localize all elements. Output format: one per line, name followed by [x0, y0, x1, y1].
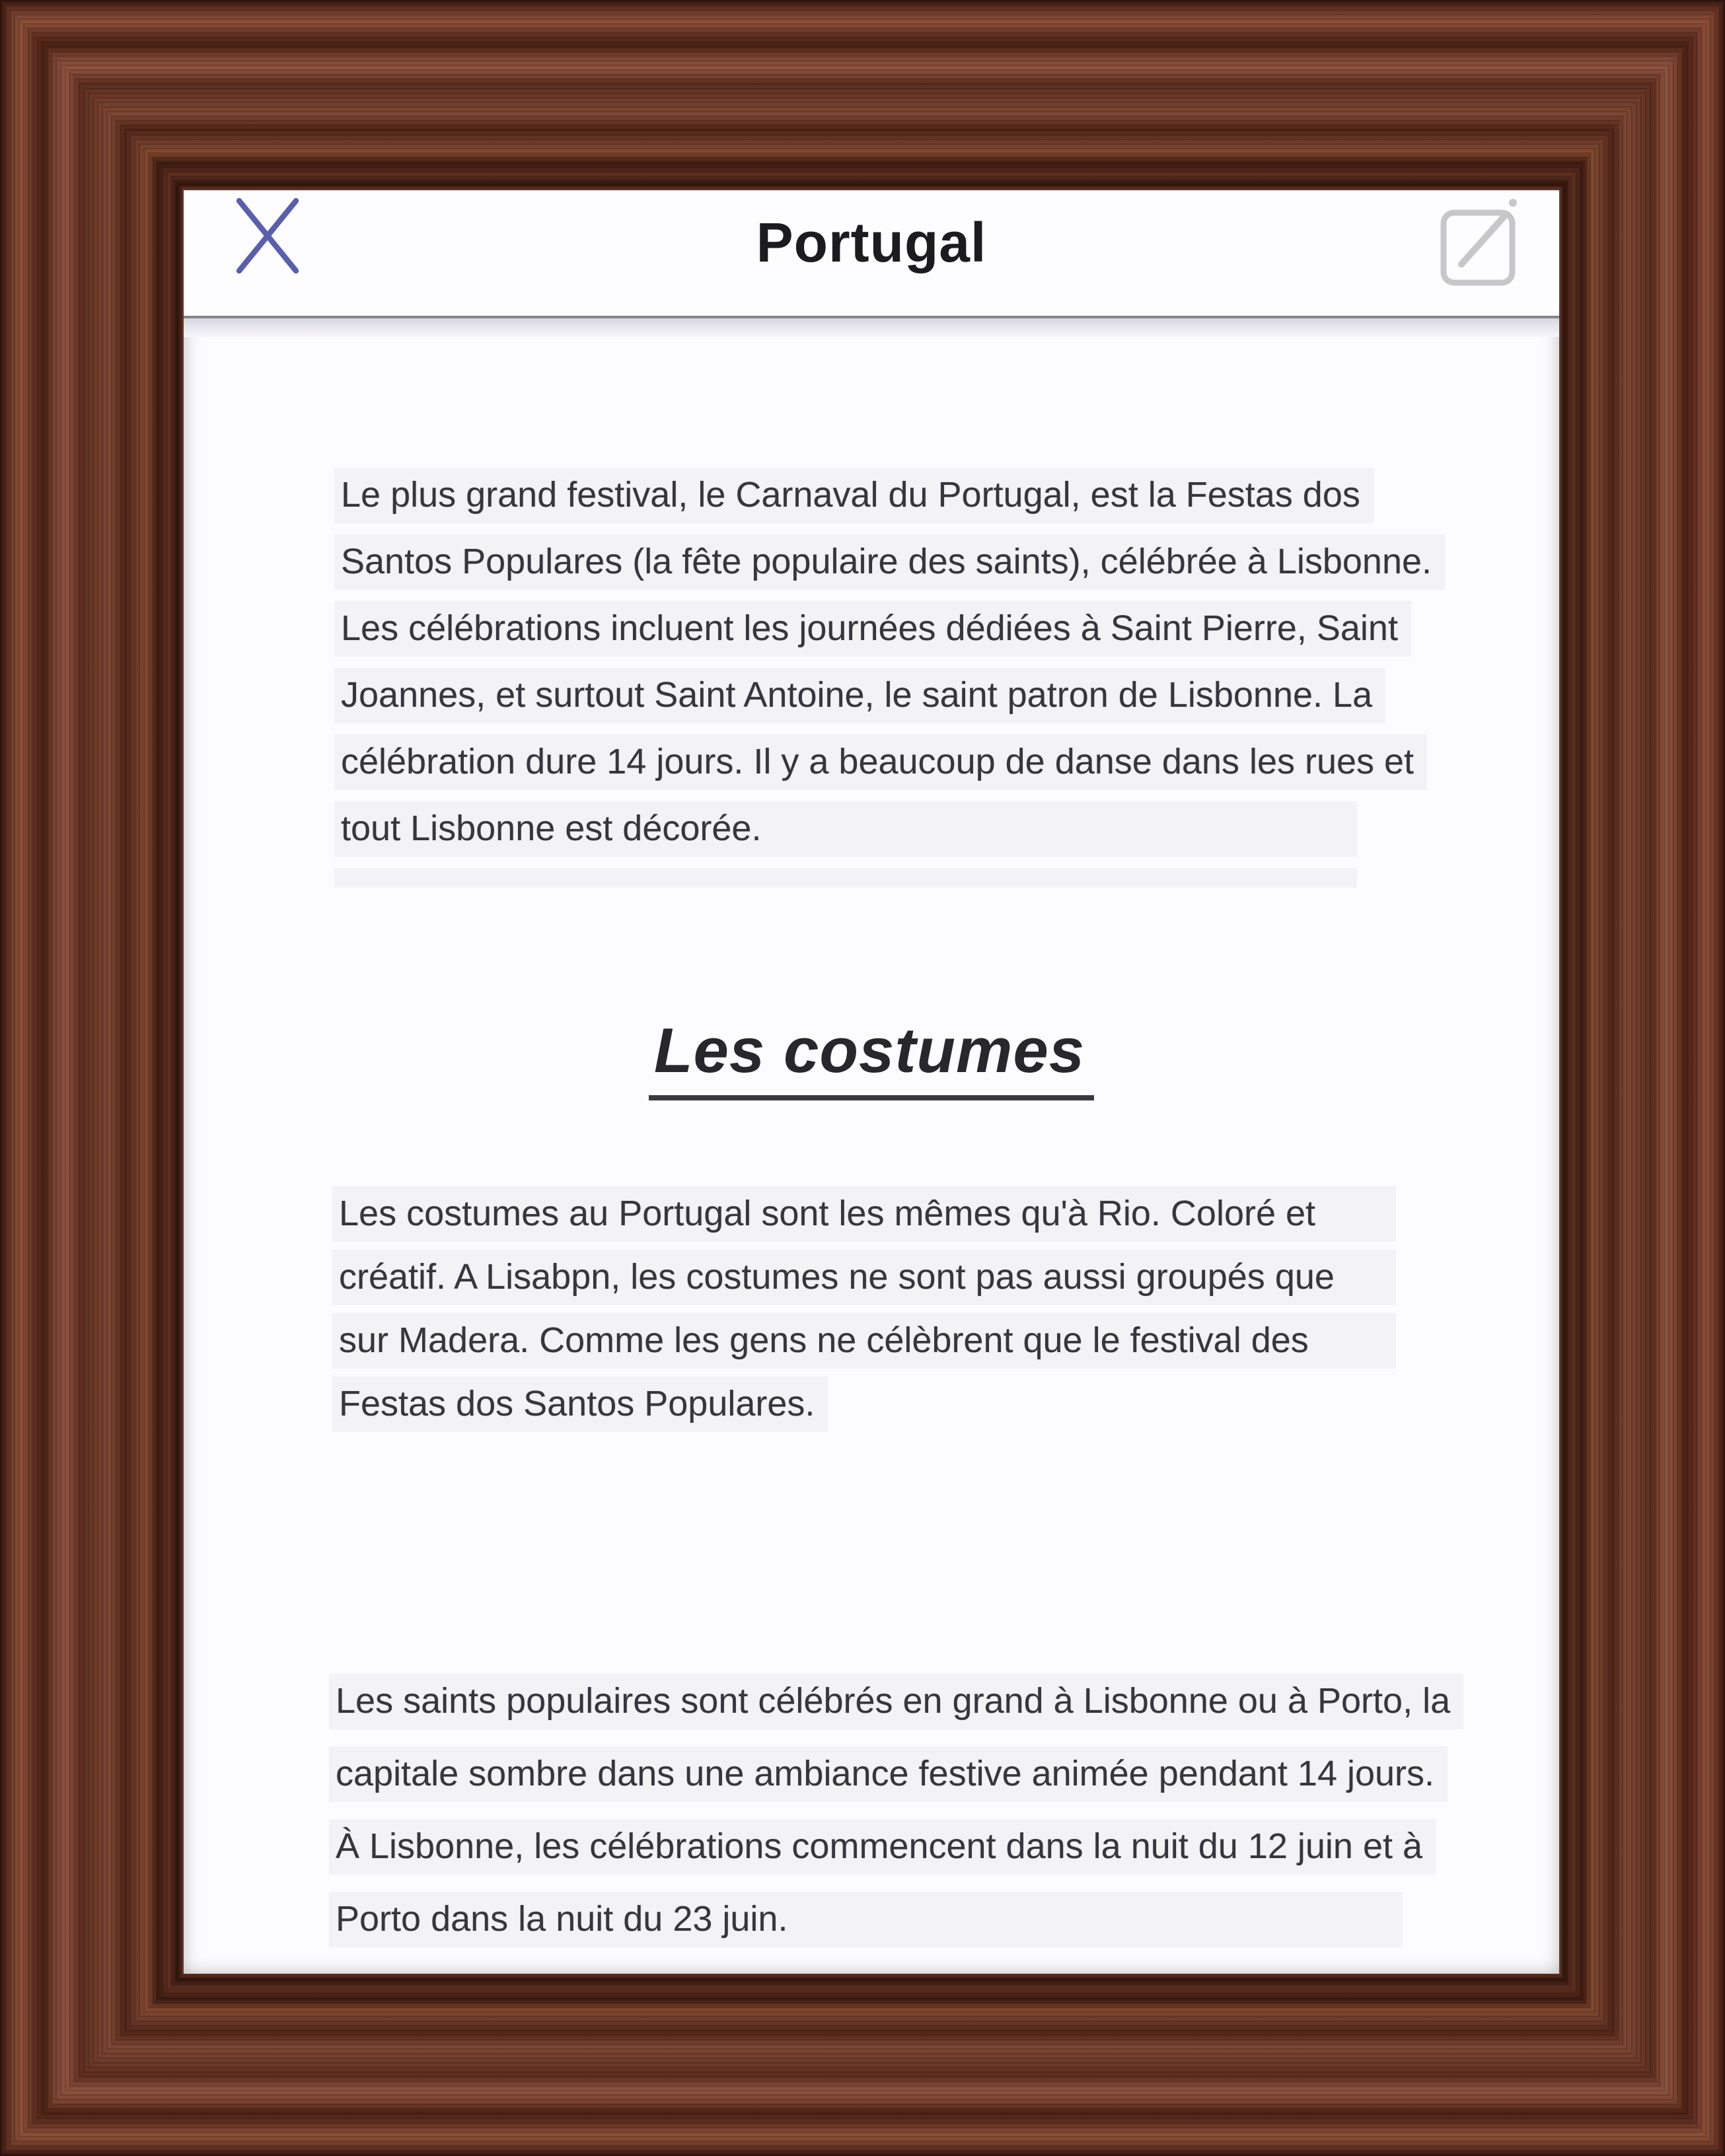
note-page [184, 190, 1559, 1974]
frame-left-molding [0, 0, 184, 2156]
text-line [332, 1313, 1396, 1377]
text-line [329, 1892, 1403, 1964]
text-line [332, 1377, 1396, 1440]
text-line-highlight: À Lisbonne, les célébrations commencent dans la nuit du 12 juin et à [329, 1819, 1436, 1875]
text-line [334, 735, 1414, 801]
text-line-highlight: Joannes, et surtout Saint Antoine, le saint patron de Lisbonne. La [334, 668, 1385, 723]
text-line-highlight: capitale sombre dans une ambiance festive animée pendant 14 jours. [329, 1746, 1448, 1802]
text-line [334, 601, 1398, 668]
text-line-highlight: Le plus grand festival, le Carnaval du Portugal, est la Festas dos [334, 468, 1374, 523]
frame-top-molding [0, 0, 1725, 190]
paragraph-saints [329, 1674, 1451, 1964]
text-line-highlight: Les costumes au Portugal sont les mêmes qu'à Rio. Coloré et [332, 1186, 1396, 1242]
toolbar-divider-shadow [184, 318, 1559, 337]
text-line-highlight: tout Lisbonne est décorée. [334, 801, 1357, 857]
text-line [334, 668, 1373, 735]
frame-right-molding [1559, 0, 1725, 2156]
text-line-highlight: Festas dos Santos Populares. [332, 1377, 828, 1432]
text-line [329, 1746, 1435, 1819]
text-line-highlight: Les saints populaires sont célébrés en grand à Lisbonne ou à Porto, la [329, 1674, 1463, 1729]
text-line-highlight: Porto dans la nuit du 23 juin. [329, 1892, 1403, 1947]
text-line-highlight: créatif. A Lisabpn, les costumes ne sont pas aussi groupés que [332, 1250, 1396, 1305]
section-heading-text: Les costumes [649, 1015, 1094, 1100]
text-line [334, 534, 1432, 601]
text-line [329, 1819, 1423, 1892]
text-line [332, 1250, 1396, 1313]
note-toolbar [184, 190, 1559, 316]
paragraph-intro [334, 468, 1432, 935]
paragraph-costumes [332, 1186, 1396, 1440]
frame-bottom-molding [0, 1974, 1725, 2156]
edit-button[interactable] [1438, 192, 1521, 288]
text-line-highlight: Santos Populares (la fête populaire des saints), célébrée à Lisbonne. [334, 534, 1445, 590]
text-line [334, 801, 1357, 868]
text-line-highlight: sur Madera. Comme les gens ne célèbrent que le festival des [332, 1313, 1396, 1369]
text-line-highlight: Les célébrations incluent les journées dédiées à Saint Pierre, Saint [334, 601, 1411, 657]
text-line [329, 1674, 1451, 1746]
page-title: Portugal [756, 211, 987, 273]
text-line-highlight: célébration dure 14 jours. Il y a beaucoup de danse dans les rues et [334, 735, 1427, 790]
text-line-highlight [334, 868, 1357, 888]
text-line [334, 868, 1357, 935]
text-line [332, 1186, 1396, 1250]
section-heading [184, 1015, 1559, 1100]
text-line [334, 468, 1360, 534]
compose-icon [1438, 192, 1521, 288]
